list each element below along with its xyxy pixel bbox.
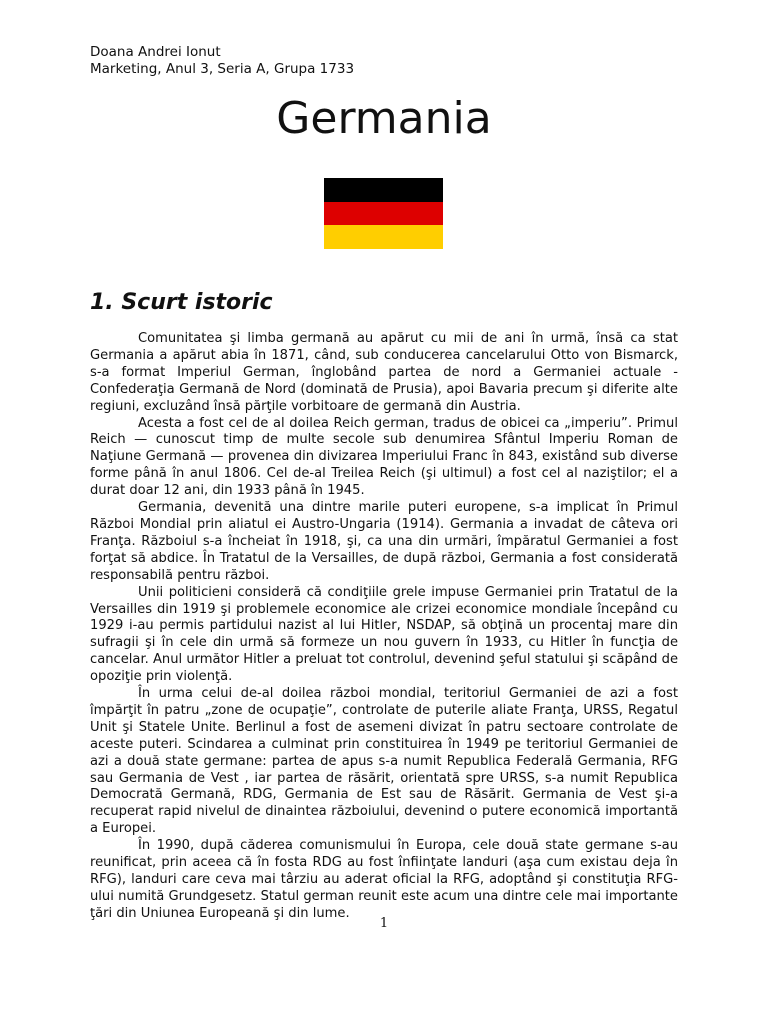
section-heading: 1. Scurt istoric: [90, 290, 273, 315]
section-body: [90, 331, 678, 923]
paragraph: Acesta a fost cel de al doilea Reich german, tradus de obicei ca „imperiu”. Primul Reich — cunoscut timp de multe secole sub denumirea Sfântul Imperiu Roman de Naţiune Germană — provenea din divizarea Imperiului Franc în 843, existând sub diverse forme până în anul 1806. Cel de-al Treilea Reich (şi ultimul) a fost cel al naziştilor; el a durat doar 12 ani, din 1933 până în 1945.: [90, 415, 678, 499]
germany-flag-icon: [324, 178, 443, 249]
flag-stripe-red: [324, 202, 443, 226]
paragraph: În urma celui de-al doilea război mondial, teritoriul Germaniei de azi a fost împărţit în patru „zone de ocupaţie”, controlate de puterile aliate Franţa, URSS, Regatul Unit şi Statele Unite. Berlinul a fost de asemeni divizat în patru sectoare controlate de aceste puteri. Scindarea a culminat prin constituirea în 1949 pe teritoriul Germaniei de azi a două state germane: partea de apus s-a numit Republica Federală Germania, RFG sau Germania de Vest , iar partea de răsărit, orientată spre URSS, s-a numit Republica Democrată Germană, RDG, Germania de Est sau de Răsărit. Germania de Vest şi-a recuperat rapid nivelul de dinaintea războiului, devenind o putere economică importantă a Europei.: [90, 686, 678, 837]
document-title: Germania: [276, 93, 492, 144]
author-name: Doana Andrei Ionut: [90, 44, 221, 60]
author-block: [90, 44, 354, 78]
author-affiliation: Marketing, Anul 3, Seria A, Grupa 1733: [90, 61, 355, 77]
paragraph: Comunitatea şi limba germană au apărut cu mii de ani în urmă, însă ca stat Germania a apărut abia în 1871, când, sub conducerea cancelarului Otto von Bismarck, s-a format Imperiul German, înglobând partea de nord a Germaniei actuale - Confederaţia Germană de Nord (dominată de Prusia), apoi Bavaria precum şi diferite alte regiuni, excluzând însă părţile vorbitoare de germană din Austria.: [90, 331, 678, 414]
paragraph: În 1990, după căderea comunismului în Europa, cele două state germane s-au reunificat, prin aceea că în fosta RDG au fost înfiinţate landuri (aşa cum existau deja în RFG), landuri care ceva mai târziu au aderat oficial la RFG, adoptând şi constituţia RFG-ului numită Grundgesetz. Statul german reunit este acum una dintre cele mai importante ţări din Uniunea Europeană şi din lume.: [90, 838, 678, 921]
page-number: 1: [379, 916, 389, 931]
paragraph: Unii politicieni consideră că condiţiile grele impuse Germaniei prin Tratatul de la Versailles din 1919 şi problemele economice ale crizei economice mondiale începând cu 1929 i-au permis partidului nazist al lui Hitler, NSDAP, să obţină un procentaj mare din sufragii şi în cele din urmă să formeze un nou guvern în 1933, cu Hitler în funcţia de cancelar. Anul următor Hitler a preluat tot controlul, devenind şeful statului şi scăpând de opoziţie prin violenţă.: [90, 584, 678, 685]
flag-stripe-gold: [324, 225, 443, 249]
paragraph: Germania, devenită una dintre marile puteri europene, s-a implicat în Primul Război Mondial prin aliatul ei Austro-Ungaria (1914). Germania a invadat de câteva ori Franţa. Războiul s-a încheiat în 1918, şi, ca una din urmări, împăratul Germaniei a fost forţat să abdice. În Tratatul de la Versailles, de după război, Germania a fost considerată responsabilă pentru război.: [90, 500, 678, 583]
flag-stripe-black: [324, 178, 443, 202]
